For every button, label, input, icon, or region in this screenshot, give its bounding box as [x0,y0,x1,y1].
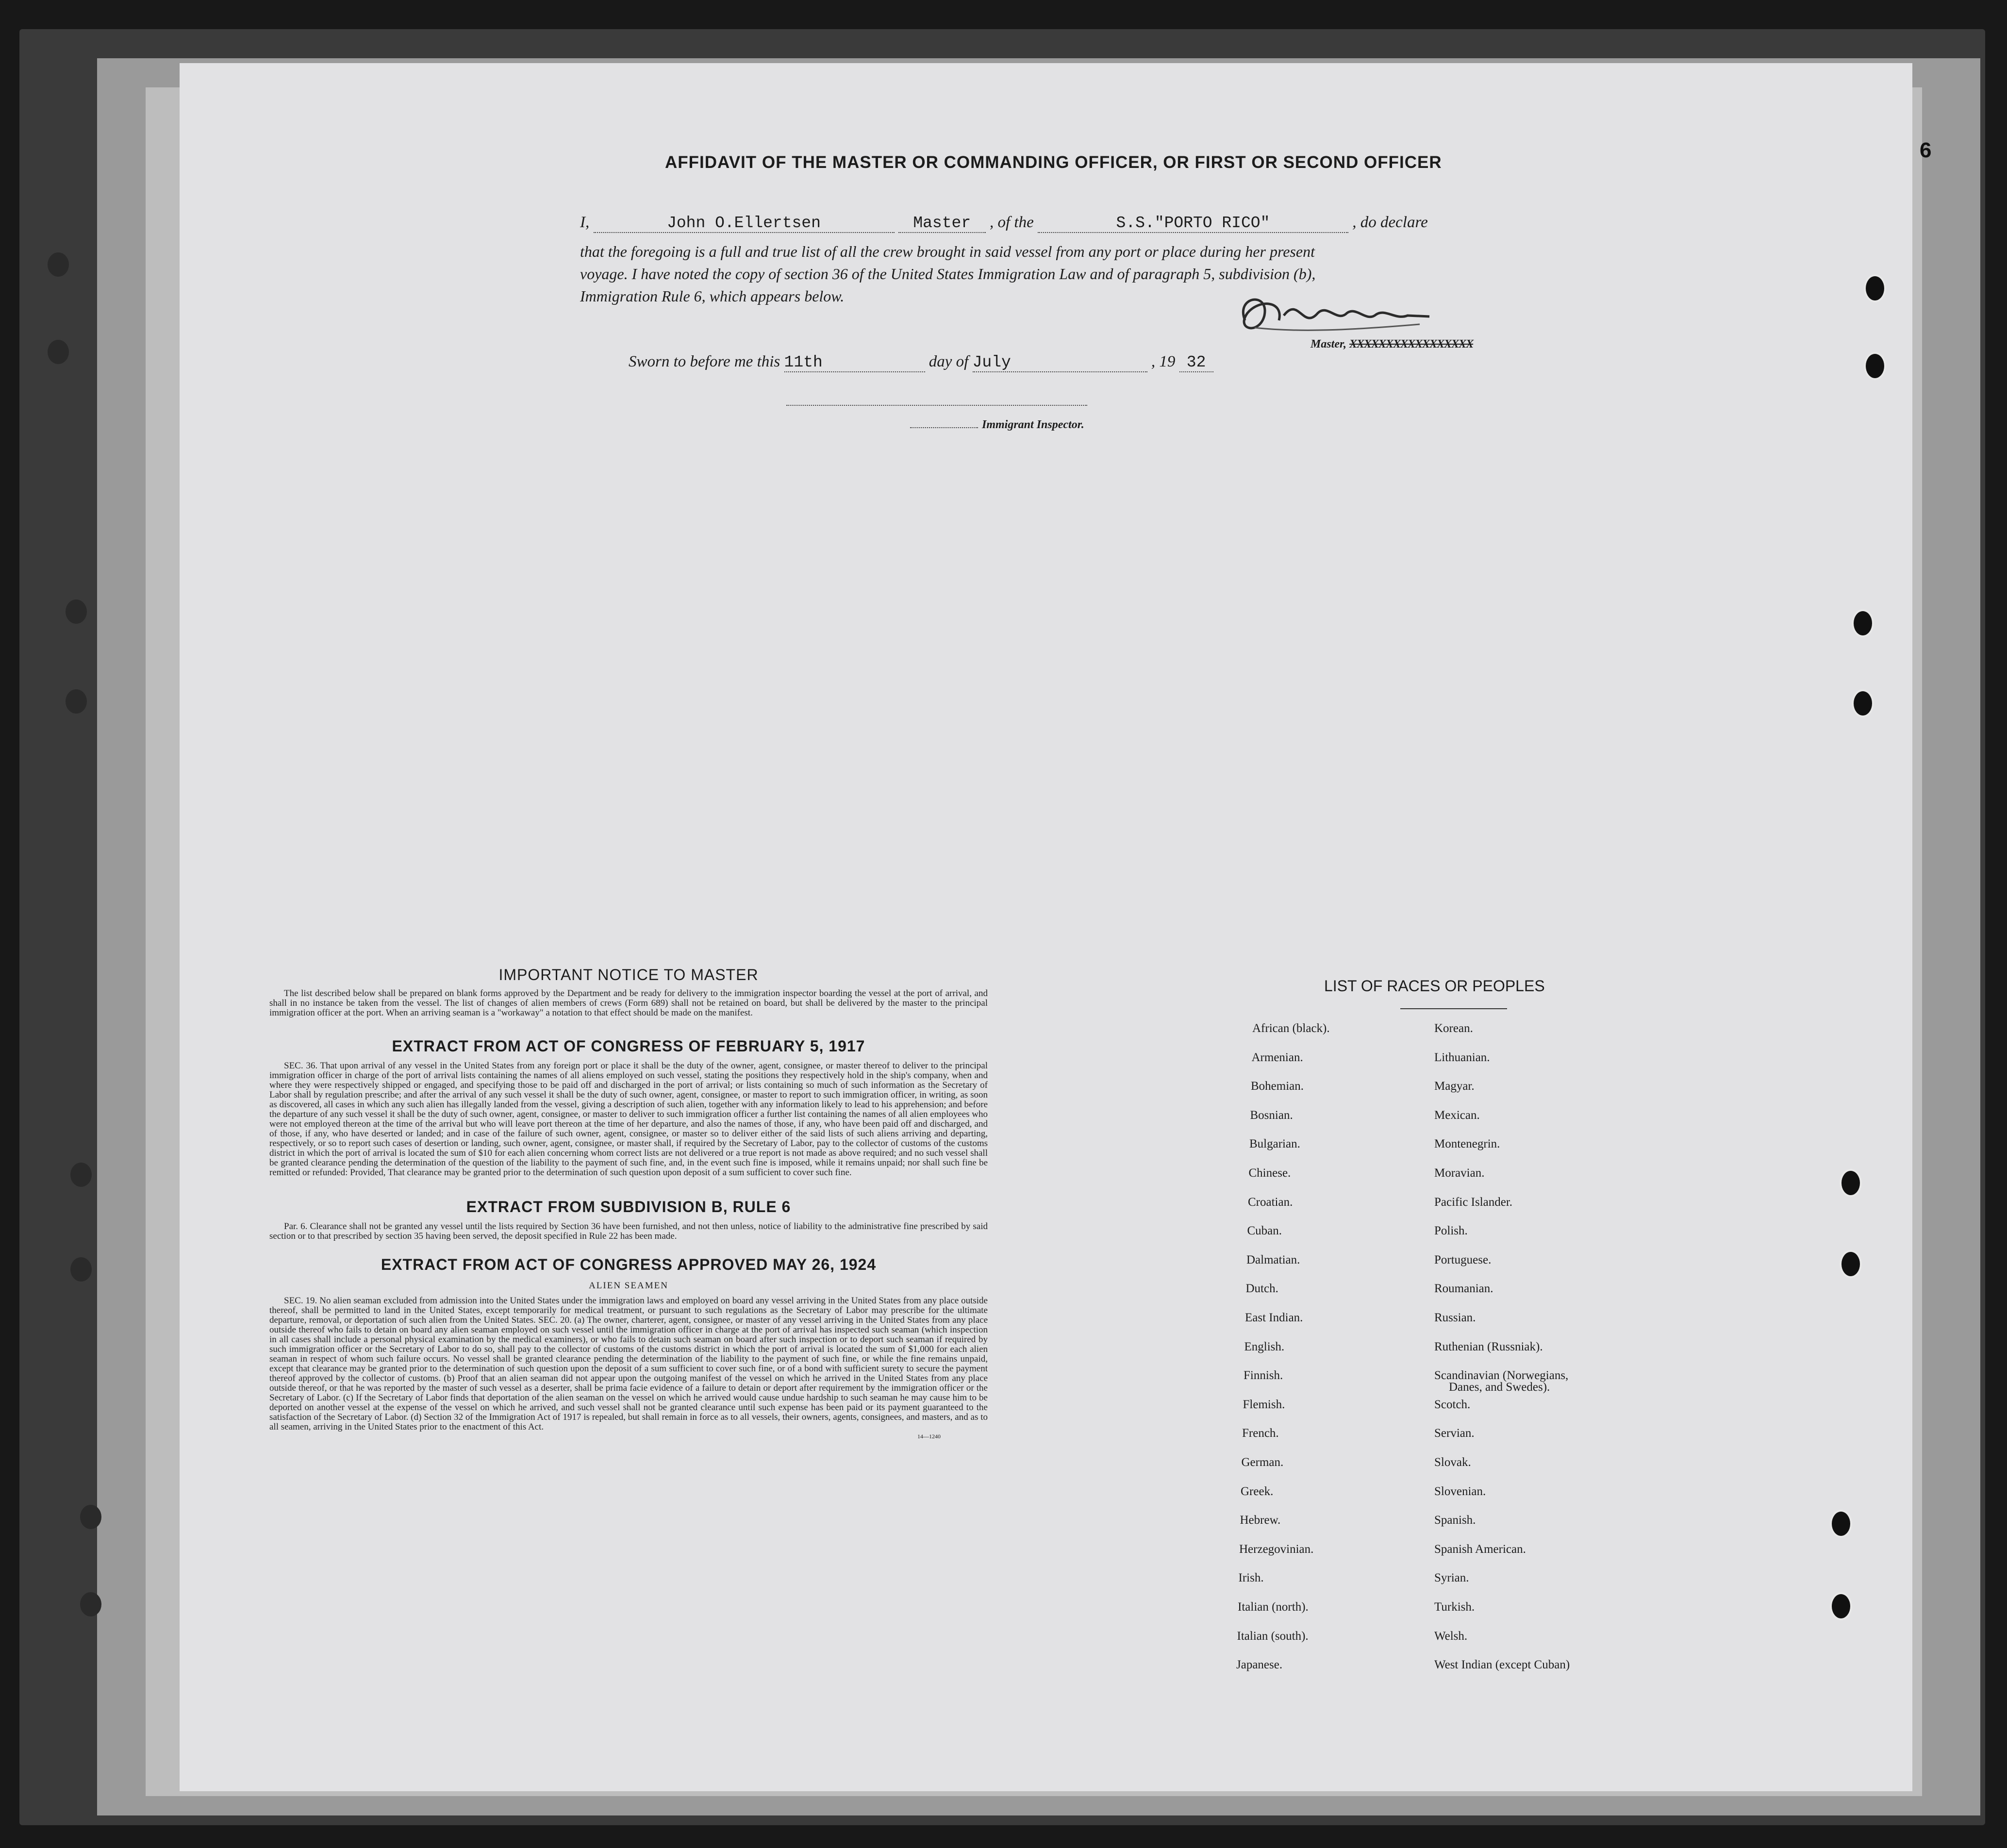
binder-hole [70,1163,92,1187]
of-the-label: , of the [990,214,1034,231]
race-entry: Pacific Islander. [1434,1196,1513,1209]
race-entry: Slovak. [1434,1456,1471,1469]
sworn-day: 11th [784,353,925,372]
year-prefix: , 19 [1151,353,1176,370]
declaration-body-line: voyage. I have noted the copy of section 36 of the United States Immigration Law and of paragraph 5, subdivision (b), [580,265,1316,283]
do-declare-label: , do declare [1352,214,1428,231]
race-entry: Portuguese. [1434,1253,1492,1266]
races-title: LIST OF RACES OR PEOPLES [1324,977,1545,995]
race-entry: Croatian. [1248,1196,1293,1209]
i-label: I, [580,214,590,231]
race-entry: African (black). [1252,1022,1330,1035]
declaration-line [580,214,1428,233]
race-entry: Scotch. [1434,1398,1471,1411]
race-entry: Spanish. [1434,1514,1476,1527]
affidavit-title: AFFIDAVIT OF THE MASTER OR COMMANDING OFFICER, OR FIRST OR SECOND OFFICER [665,153,1442,172]
binder-hole [66,599,87,624]
dotted-rule [910,427,978,428]
race-entry: Magyar. [1434,1080,1475,1093]
page-number: 6 [1920,138,1932,162]
extract-rule6-text: Par. 6. Clearance shall not be granted any vessel until the lists required by Section 36 have been furnished, and not then unless, notice of liability to the administrative fine prescribed by said section or to that prescribed by section 35 having been served, the deposit specified in Rule 22 has been made. [269,1221,988,1241]
binder-hole [70,1257,92,1282]
binder-hole [1864,274,1886,302]
signer-title [1310,338,1473,351]
binder-hole [66,689,87,714]
sworn-month: July [973,353,1147,372]
extract-1924-title: EXTRACT FROM ACT OF CONGRESS APPROVED MAY 26, 1924 [381,1256,877,1273]
race-entry: Lithuanian. [1434,1051,1490,1064]
race-entry: Hebrew. [1240,1514,1281,1527]
binder-hole [1852,609,1874,637]
race-entry: Greek. [1241,1485,1274,1498]
races-title-rule [1400,1008,1507,1009]
race-entry: Italian (south). [1237,1630,1309,1643]
extract-rule6-title: EXTRACT FROM SUBDIVISION B, RULE 6 [466,1198,791,1215]
binder-hole [48,252,69,277]
declarant-rank: Master [898,214,986,233]
race-entry: Dutch. [1245,1282,1278,1295]
race-entry: Irish. [1238,1571,1264,1584]
notice-text: The list described below shall be prepared on blank forms approved by the Department and be ready for delivery to the immigration inspector boarding the vessel at the port of arrival, and shall in no instance be taken from the vessel. The list of changes of alien members of crews (Form 689) shall not be retained on board, but shall be delivered by the master to the principal immigration officer at the port. When an arriving seaman is a "workaway" a notation to that effect should be made on the manifest. [269,988,988,1018]
extract-1917-title: EXTRACT FROM ACT OF CONGRESS OF FEBRUARY 5, 1917 [392,1037,865,1055]
race-entry: German. [1241,1456,1284,1469]
struck-officer-title: XXXXXXXXXXXXXXXXX [1349,338,1474,350]
race-entry: Japanese. [1236,1658,1283,1671]
race-entry: Spanish American. [1434,1543,1526,1556]
inspector-caption [910,418,1084,432]
sworn-line [629,353,1213,372]
race-entry: English. [1244,1340,1285,1353]
extract-1924-text: SEC. 19. No alien seaman excluded from admission into the United States under the immigration laws and employed on board any vessel arriving in the United States from any place outside thereof, shall be permitted to land in the United States, except temporarily for medical treatment, or pursuant to such regulations as the Secretary of Labor may prescribe for the ultimate departure, removal, or deportation of such alien from the United States. SEC. 20. (a) The owner, charterer, agent, consignee, or master of any vessel arriving in the United States from any place outside thereof who fails to detain on board any alien seaman employed on such vessel until the immigration officer in charge at the port of arrival has inspected such seaman (which inspection in all cases shall include a personal physical examination by the medical examiners), or who fails to detain such seaman on board after such inspection or to deport such seaman if required by such immigration officer or the Secretary of Labor to do so, shall pay to the collector of customs of the customs district in which the port of arrival is located the sum of $1,000 for each alien seaman in respect of whom such failure occurs. No vessel shall be granted clearance pending the determination of the liability to the payment of such fine, or while the fine remains unpaid, except that clearance may be granted prior to the determination of such question upon the deposit of a sum sufficient to cover such fine, or of a bond with sufficient surety to secure the payment thereof approved by the collector of customs. (b) Proof that an alien seaman did not appear upon the outgoing manifest of the vessel on which he arrived in the United States from any place outside thereof, or that he was reported by the master of such vessel as a deserter, shall be prima facie evidence of a failure to detain or deport after requirement by the immigration officer or the Secretary of Labor. (c) If the Secretary of Labor finds that deportation of the alien seaman on the vessel on which he arrived would cause undue hardship to such seaman he may cause him to be deported on another vessel at the expense of the vessel on which he arrived, and such vessel shall not be granted clearance until such expense has been paid or its payment guaranteed to the satisfaction of the Secretary of Labor. (d) Section 32 of the Immigration Act of 1917 is repealed, but shall remain in force as to all vessels, their owners, agents, consignees, and masters, and as to all seamen, arriving in the United States prior to the enactment of this Act. [269,1296,988,1432]
binder-hole [48,340,69,364]
race-entry: Finnish. [1244,1369,1283,1382]
binder-hole [1852,689,1874,717]
race-entry: East Indian. [1245,1311,1303,1324]
day-of-label: day of [929,353,969,370]
extract-1917-text: SEC. 36. That upon arrival of any vessel in the United States from any foreign port or place it shall be the duty of the owner, agent, consignee, or master thereof to deliver to the principal immigration officer in charge of the port of arrival lists containing the names of all aliens employed on such vessel, stating the positions they respectively hold in the ship's company, when and where they were respectively shipped or engaged, and specifying those to be paid off and discharged in the port of arrival; or lists containing so much of such information as the Secretary of Labor shall by regulation prescribe; and after the arrival of any such vessel it shall be the duty of such owner, agent, consignee, or master to report to such immigration officer, in writing, as soon as discovered, all cases in which any such alien has illegally landed from the vessel, giving a description of such alien, together with any information likely to lead to his apprehension; and before the departure of any such vessel it shall be the duty of such owner, agent, consignee, or master to deliver to such immigration officer a further list containing the names of all alien employees who were not employed thereon at the time of the arrival but who will leave port thereon at the time of her departure, and also the names of those, if any, who have been paid off and discharged, and of those, if any, who have deserted or landed; and in case of the failure of such owner, agent, consignee, or master so to deliver either of the said lists of such aliens arriving and departing, respectively, or so to report such cases of desertion or landing, such owner, agent, consignee, or master shall, if required by the Secretary of Labor, pay to the collector of customs of the customs district in which the port of arrival is located the sum of $10 for each alien concerning whom correct lists are not delivered or a true report is not made as above required; and no such vessel shall be granted clearance pending the determination of the question of the liability to the payment of such fine, and, in the event such fine is imposed, while it remains unpaid; nor shall such fine be remitted or refunded: Provided, That clearance may be granted prior to the determination of such question upon deposit of a sum sufficient to cover such fine. [269,1061,988,1178]
race-entry: Herzegovinian. [1239,1543,1314,1556]
notice-title: IMPORTANT NOTICE TO MASTER [498,966,759,983]
race-entry: Bohemian. [1251,1080,1304,1093]
extract-1924-subtitle: ALIEN SEAMEN [589,1281,668,1291]
binder-hole [1840,1250,1862,1278]
declaration-body-line: Immigration Rule 6, which appears below. [580,287,845,305]
binder-hole [1864,352,1886,380]
race-entry: Mexican. [1434,1109,1480,1122]
race-entry: Bulgarian. [1249,1137,1300,1150]
vessel-name: S.S."PORTO RICO" [1038,214,1348,233]
race-entry: Turkish. [1434,1600,1475,1614]
race-entry: Scandinavian (Norwegians, [1434,1369,1569,1382]
binder-hole [1840,1169,1862,1197]
race-entry: Slovenian. [1434,1485,1486,1498]
binder-hole [80,1505,101,1529]
race-entry: Armenian. [1251,1051,1303,1064]
binder-hole [1830,1510,1852,1538]
race-entry: Montenegrin. [1434,1137,1500,1150]
race-entry: Dalmatian. [1246,1253,1300,1266]
race-entry: West Indian (except Cuban) [1434,1658,1570,1671]
race-entry: Syrian. [1434,1571,1469,1584]
race-entry: Danes, and Swedes). [1449,1381,1550,1394]
race-entry: Russian. [1434,1311,1476,1324]
declaration-body-line: that the foregoing is a full and true list of all the crew brought in said vessel from any port or place during her present [580,243,1315,260]
race-entry: Moravian. [1434,1166,1485,1180]
legal-extracts [269,966,988,1440]
race-entry: Korean. [1434,1022,1473,1035]
race-entry: Flemish. [1243,1398,1285,1411]
race-entry: Ruthenian (Russniak). [1434,1340,1543,1353]
race-entry: Polish. [1434,1224,1468,1237]
race-entry: Cuban. [1247,1224,1282,1237]
race-entry: Servian. [1434,1427,1475,1440]
sworn-year: 32 [1179,353,1213,372]
declarant-name: John O.Ellertsen [594,214,895,233]
inspector-signature-line [786,405,1087,406]
master-signature [1226,286,1439,345]
signer-title-label: Master, [1310,338,1347,350]
race-entry: Roumanian. [1434,1282,1493,1295]
binder-hole [80,1592,101,1616]
race-entry: Welsh. [1434,1630,1468,1643]
sworn-label: Sworn to before me this [629,353,780,370]
race-entry: Chinese. [1248,1166,1291,1180]
inspector-label: Immigrant Inspector. [982,418,1084,431]
binder-hole [1830,1592,1852,1620]
manifest-page [180,63,1912,1791]
form-number: 14—1240 [917,1433,941,1440]
race-entry: Italian (north). [1238,1600,1309,1614]
race-entry: French. [1242,1427,1279,1440]
race-entry: Bosnian. [1250,1109,1293,1122]
